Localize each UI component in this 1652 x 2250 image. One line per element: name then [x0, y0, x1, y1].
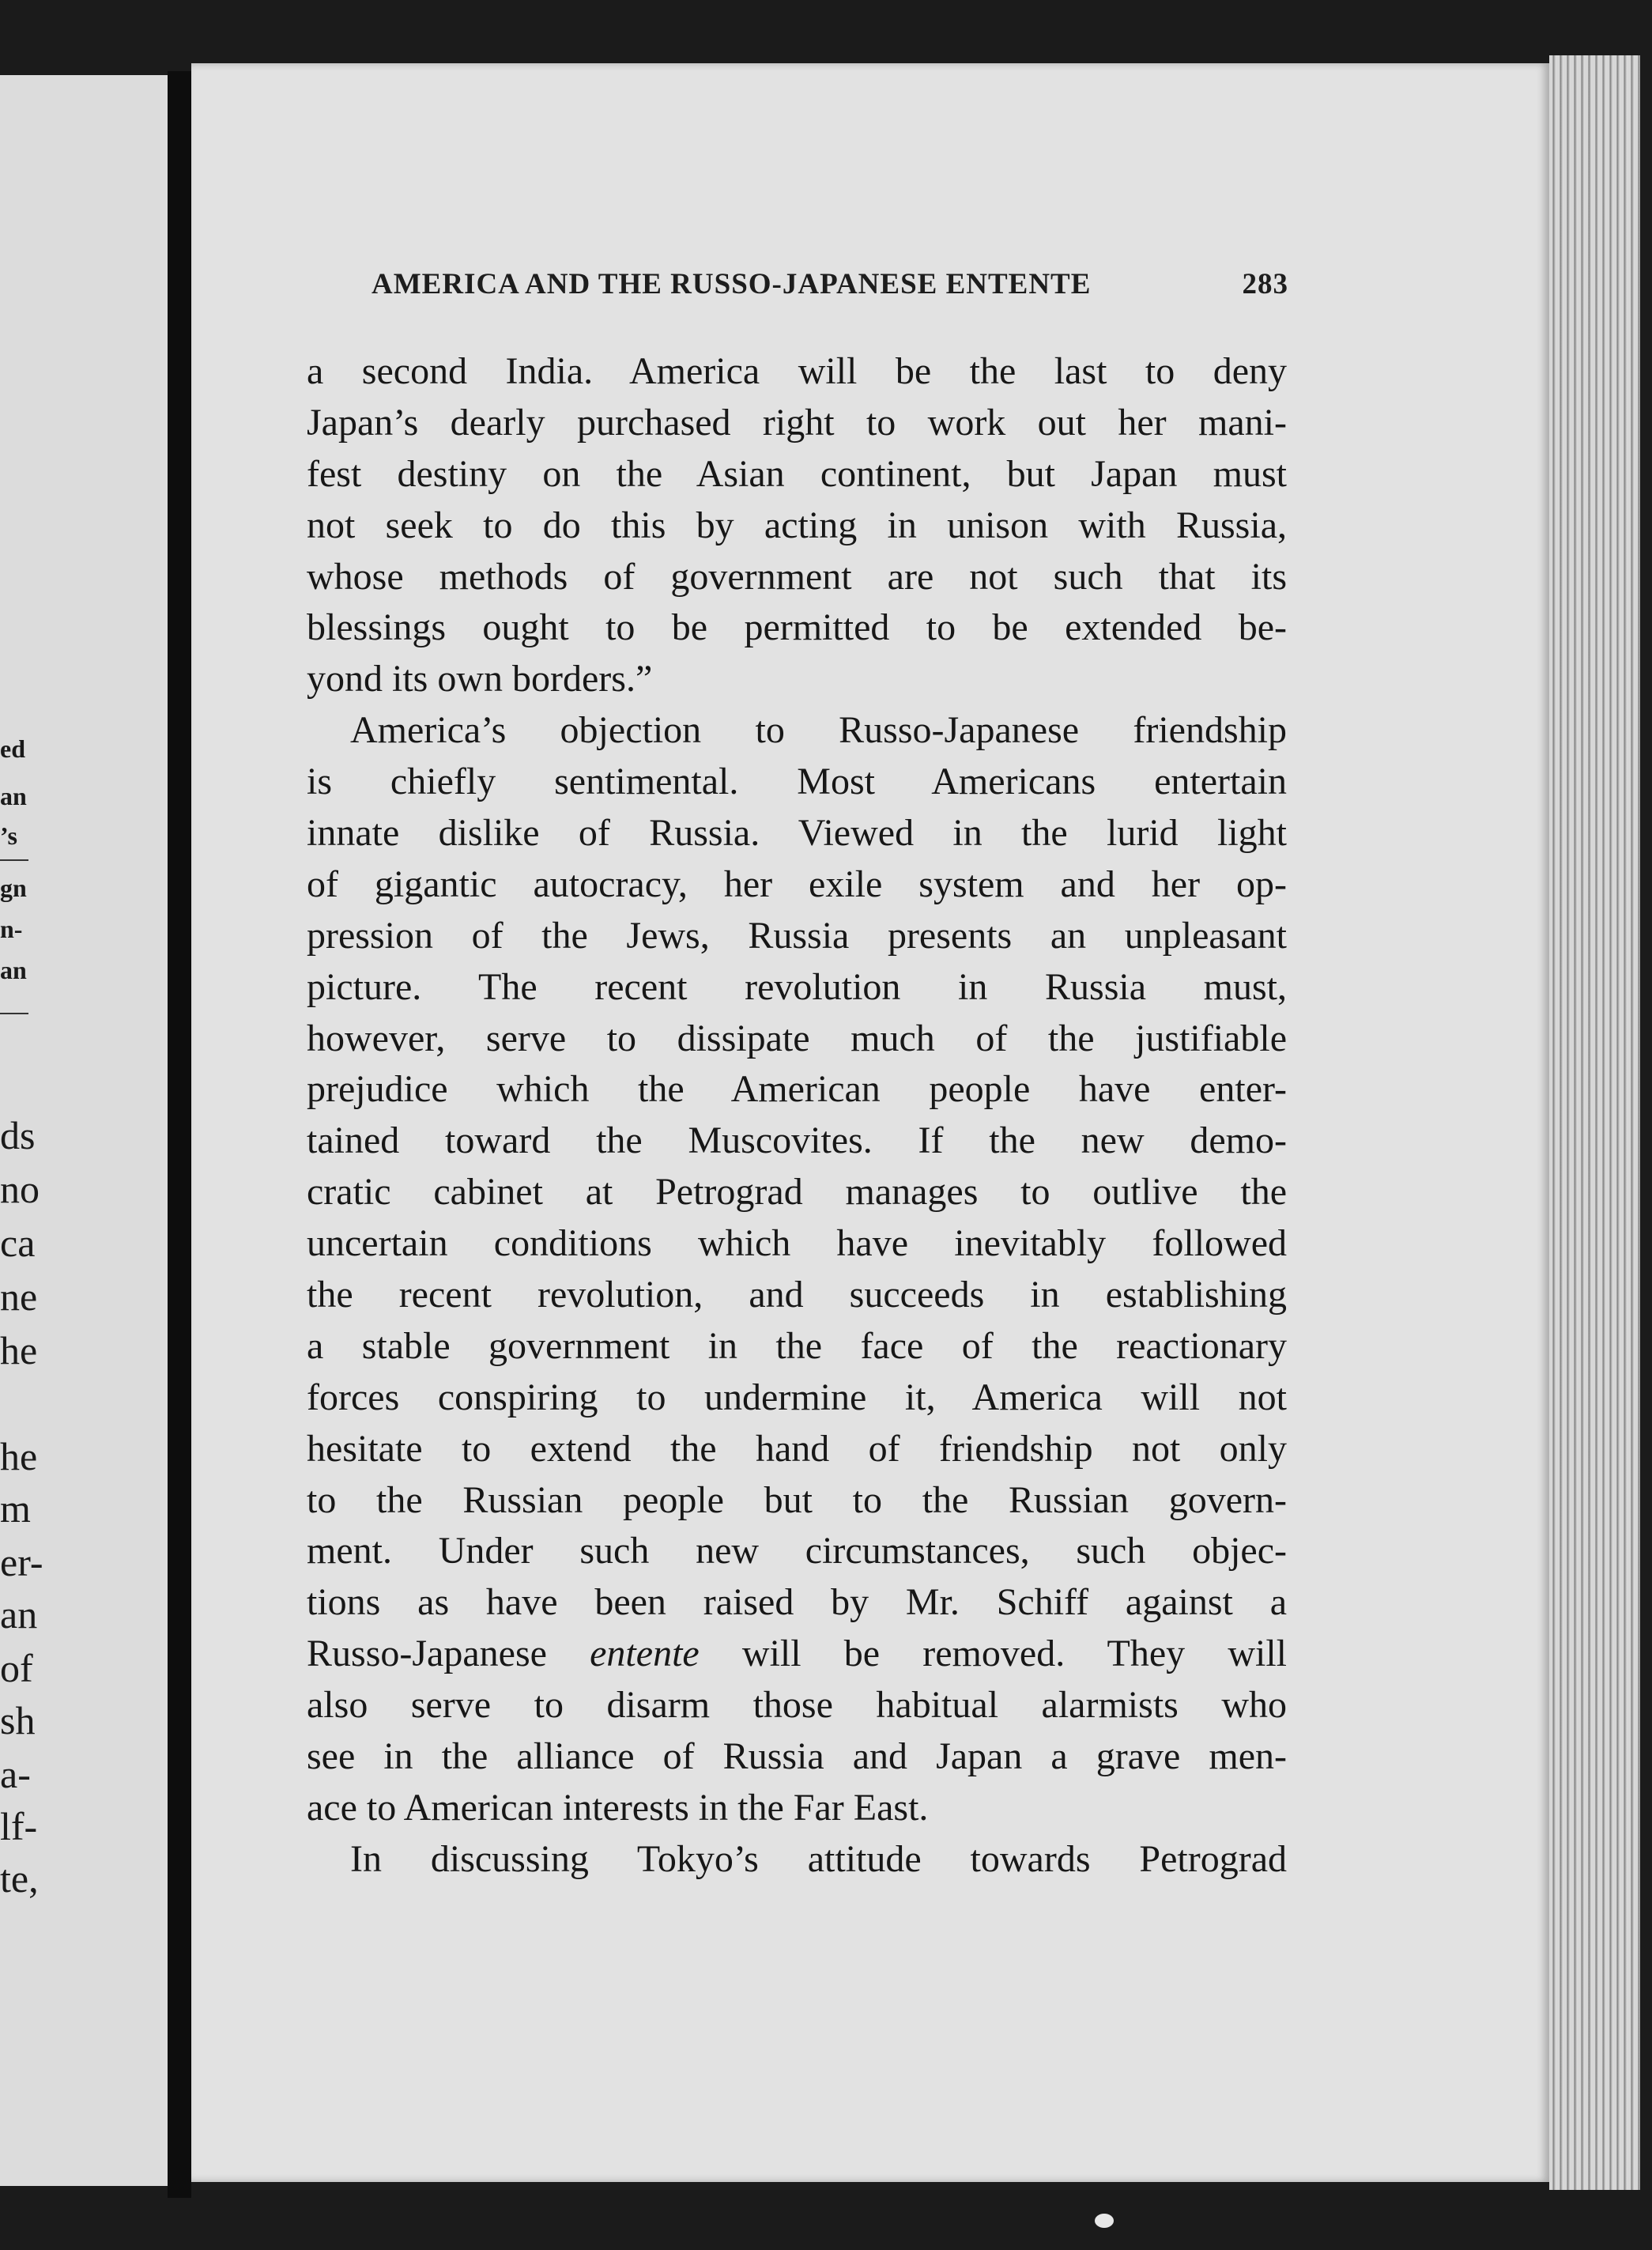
left-fragment: an: [0, 782, 27, 810]
text-line: ment. Under such new circumstances, such objec-: [307, 1530, 1287, 1572]
text-line: yond its own borders.”: [307, 658, 653, 700]
left-fragment: n-: [0, 915, 23, 943]
text-line: blessings ought to be permitted to be extended be-: [307, 606, 1287, 649]
text-line: see in the alliance of Russia and Japan a grave men-: [307, 1735, 1287, 1778]
text-line: of gigantic autocracy, her exile system and her op-: [307, 863, 1287, 905]
previous-page-fragment: [0, 75, 168, 2186]
text-line: tions as have been raised by Mr. Schiff against a: [307, 1581, 1287, 1624]
text-line: the recent revolution, and succeeds in establishing: [307, 1274, 1287, 1316]
text-line: however, serve to dissipate much of the justifiable: [307, 1017, 1287, 1059]
text-line: fest destiny on the Asian continent, but Japan must: [307, 452, 1287, 495]
left-fragment: ne: [0, 1274, 38, 1319]
text-line: picture. The recent revolution in Russia must,: [307, 965, 1287, 1008]
running-head-title: AMERICA AND THE RUSSO-JAPANESE ENTENTE: [372, 268, 1092, 300]
text-line: uncertain conditions which have inevitably followed: [307, 1222, 1287, 1265]
left-fragment: he: [0, 1328, 38, 1372]
text-line: innate dislike of Russia. Viewed in the lurid light: [307, 812, 1287, 855]
text-line: to the Russian people but to the Russian govern-: [307, 1478, 1287, 1521]
left-fragment: te,: [0, 1856, 39, 1901]
text-line: whose methods of government are not such that its: [307, 555, 1287, 598]
text-line: [307, 1629, 1287, 1680]
scan-mark: [1095, 2214, 1114, 2228]
page-edges: [1549, 55, 1640, 2190]
text-line: ace to American interests in the Far East.: [307, 1786, 929, 1829]
page-number: 283: [1242, 268, 1288, 300]
left-fragment: m: [0, 1486, 31, 1531]
left-fragment: gn: [0, 874, 27, 902]
text-line: prejudice which the American people have enter-: [307, 1068, 1287, 1111]
left-fragment: of: [0, 1646, 33, 1690]
left-fragment: an: [0, 956, 27, 984]
left-fragment: an: [0, 1592, 38, 1637]
left-fragment: ca: [0, 1221, 36, 1265]
text-line: a stable government in the face of the reactionary: [307, 1324, 1287, 1367]
text-line: a second India. America will be the last to deny: [307, 350, 1287, 392]
body-text: [307, 346, 1287, 1886]
text-line: forces conspiring to undermine it, America will not: [307, 1376, 1287, 1418]
emphasis-entente: entente: [590, 1633, 700, 1675]
left-fragment: no: [0, 1167, 40, 1211]
text-line: Japan’s dearly purchased right to work out her mani-: [307, 401, 1287, 444]
left-fragment: a-: [0, 1752, 31, 1796]
text-line: hesitate to extend the hand of friendship not only: [307, 1427, 1287, 1470]
left-fragment: ’s: [0, 821, 17, 850]
book-gutter: [168, 71, 191, 2198]
left-fragment: sh: [0, 1698, 36, 1742]
text-line: In discussing Tokyo’s attitude towards Petrograd: [350, 1837, 1287, 1880]
left-fragment: er-: [0, 1540, 43, 1584]
text-line: pression of the Jews, Russia presents an unpleasant: [307, 914, 1287, 957]
text-line: America’s objection to Russo-Japanese friendship: [350, 709, 1287, 752]
text-run: Russo-Japanese: [307, 1633, 590, 1675]
left-divider: [0, 859, 28, 861]
left-fragment: he: [0, 1434, 38, 1478]
left-fragment: lf-: [0, 1804, 38, 1848]
text-line: not seek to do this by acting in unison with Russia,: [307, 504, 1287, 546]
text-line: also serve to disarm those habitual alarmists who: [307, 1684, 1287, 1727]
left-fragment: ds: [0, 1113, 36, 1157]
text-line: is chiefly sentimental. Most Americans entertain: [307, 761, 1287, 803]
text-line: cratic cabinet at Petrograd manages to outlive the: [307, 1171, 1287, 1214]
left-divider: [0, 1013, 28, 1014]
text-run: will be removed. They will: [699, 1633, 1287, 1675]
running-head: [372, 267, 1288, 307]
text-line: tained toward the Muscovites. If the new demo-: [307, 1119, 1287, 1162]
left-fragment: ed: [0, 734, 25, 763]
